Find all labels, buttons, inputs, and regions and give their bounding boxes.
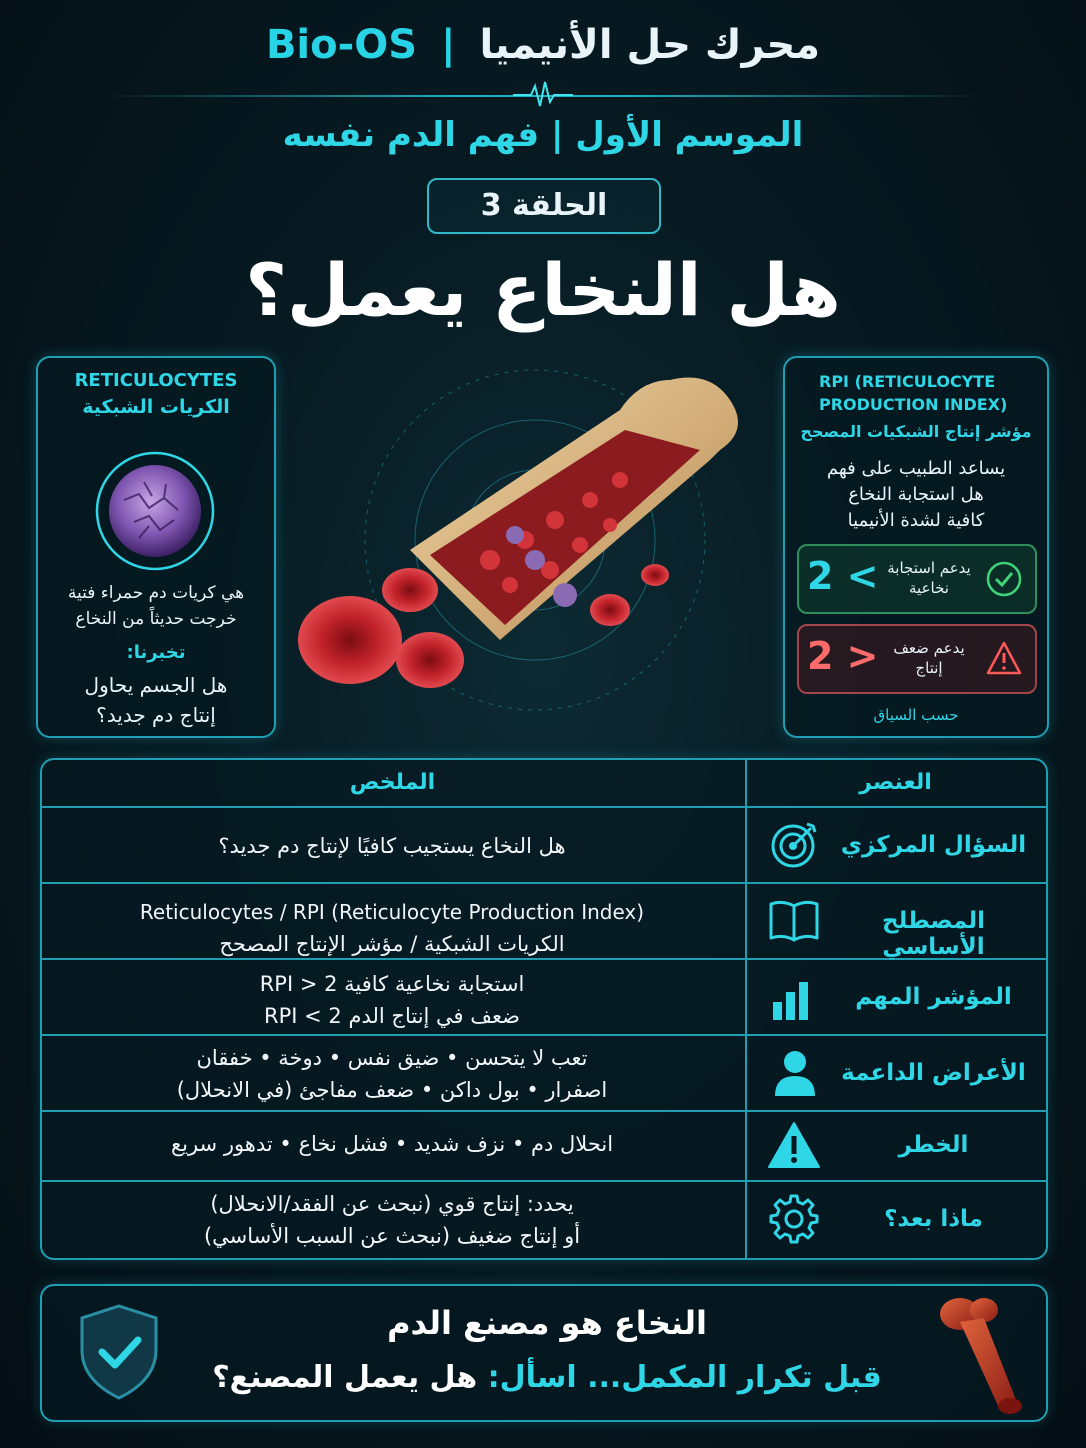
tells-line2: إنتاج دم جديد؟ <box>96 703 216 727</box>
rpi-context: حسب السياق <box>873 706 959 724</box>
rpi-title-ar: مؤشر إنتاج الشبكيات المصحح <box>800 422 1032 441</box>
rpi-bad-value: 2 > <box>807 634 879 678</box>
table-row <box>747 1112 1044 1180</box>
season-title: الموسم الأول | فهم الدم نفسه <box>282 115 804 155</box>
footer-line2 <box>182 1360 912 1395</box>
row-summary-line2: أو إنتاج ضغيف (نبحث عن السبب الأساسي) <box>203 1224 581 1248</box>
table-row <box>747 960 1044 1034</box>
rpi-title-line2: PRODUCTION INDEX) <box>819 395 1008 414</box>
reticulocytes-card <box>36 356 276 738</box>
row-summary: هل النخاع يستجيب كافيًا لإنتاج دم جديد؟ <box>218 834 566 858</box>
gear-icon <box>767 1192 821 1246</box>
rpi-good-box <box>797 544 1037 614</box>
row-summary-line1: يحدد: إنتاج قوي (نبحث عن الفقد/الانحلال) <box>210 1192 574 1216</box>
row-label: الخطر <box>898 1132 969 1158</box>
reticulocyte-cell-icon <box>94 450 216 572</box>
row-summary-line1: استجابة نخاعية كافية RPI > 2 <box>259 972 525 996</box>
rpi-bad-line1: يدعم ضعف <box>893 639 965 657</box>
shield-check-icon <box>76 1302 162 1402</box>
user-icon <box>771 1048 819 1098</box>
card-title-ar: الكريات الشبكية <box>82 396 230 418</box>
row-summary-line2: اصفرار • بول داكن • ضعف مفاجئ (في الانحلال) <box>176 1078 608 1102</box>
bone-marrow-illustration <box>290 340 780 740</box>
title-separator: | <box>440 22 456 68</box>
rpi-bad-box <box>797 624 1037 694</box>
row-label: المصطلح الأساسي <box>882 908 985 960</box>
page-title: هل النخاع يعمل؟ <box>245 248 841 332</box>
target-icon <box>767 818 821 872</box>
card-desc-line1: هي كريات دم حمراء فتية <box>67 583 245 603</box>
book-icon <box>767 896 821 946</box>
rpi-good-line2: نخاعية <box>909 579 949 597</box>
card-title-en: RETICULOCYTES <box>74 370 238 391</box>
row-summary-line2: الكريات الشبكية / مؤشر الإنتاج المصحح <box>219 932 565 956</box>
rpi-good-value: 2 < <box>807 554 879 598</box>
rpi-desc-line3: كافية لشدة الأنيميا <box>847 510 985 531</box>
row-label: الأعراض الداعمة <box>841 1060 1026 1086</box>
rpi-desc-line2: هل استجابة النخاع <box>848 484 984 505</box>
row-summary-line1: Reticulocytes / RPI (Reticulocyte Production Index) <box>139 900 645 924</box>
episode-badge: الحلقة 3 <box>427 178 661 234</box>
row-label: المؤشر المهم <box>855 984 1012 1010</box>
title-text: محرك حل الأنيميا <box>479 22 821 68</box>
footer-line2-prefix: قبل تكرار المكمل... اسأل: <box>487 1360 882 1395</box>
footer-line2-emphasis: هل يعمل المصنع؟ <box>212 1360 478 1395</box>
table-row <box>747 1182 1044 1256</box>
footer-banner <box>40 1284 1048 1422</box>
rpi-bad-line2: إنتاج <box>915 659 943 677</box>
card-desc-line2: خرجت حديثاً من النخاع <box>75 609 237 629</box>
row-label: ماذا بعد؟ <box>884 1206 983 1232</box>
rpi-desc-line1: يساعد الطبيب على فهم <box>826 458 1006 479</box>
table-row <box>747 808 1044 882</box>
tells-label: تخبرنا: <box>126 642 186 663</box>
footer-line1: النخاع هو مصنع الدم <box>387 1304 707 1342</box>
table-row <box>747 1036 1044 1110</box>
warning-icon <box>767 1120 821 1170</box>
row-summary-term <box>40 896 744 960</box>
col-header-element: العنصر <box>859 770 932 795</box>
rpi-good-line1: يدعم استجابة <box>887 559 971 577</box>
col-header-summary: الملخص <box>349 770 436 795</box>
brand-name: Bio-OS <box>265 22 418 68</box>
bone-icon <box>926 1292 1036 1416</box>
rpi-title-line1: RPI (RETICULOCYTE <box>819 372 996 391</box>
bar-chart-icon <box>771 972 819 1022</box>
table-row <box>747 884 1044 958</box>
warning-triangle-icon <box>985 640 1023 676</box>
heartbeat-icon <box>513 80 573 110</box>
tells-line1: هل الجسم يحاول <box>84 673 228 697</box>
row-label: السؤال المركزي <box>840 832 1027 858</box>
app-title <box>0 22 1086 68</box>
row-summary: انحلال دم • نزف شديد • فشل نخاع • تدهور سريع <box>170 1132 614 1156</box>
row-summary-line2: ضعف في إنتاج الدم RPI < 2 <box>264 1004 520 1028</box>
check-circle-icon <box>985 560 1023 598</box>
rpi-card <box>783 356 1049 738</box>
row-summary-line1: تعب لا يتحسن • ضيق نفس • دوخة • خفقان <box>196 1046 588 1070</box>
